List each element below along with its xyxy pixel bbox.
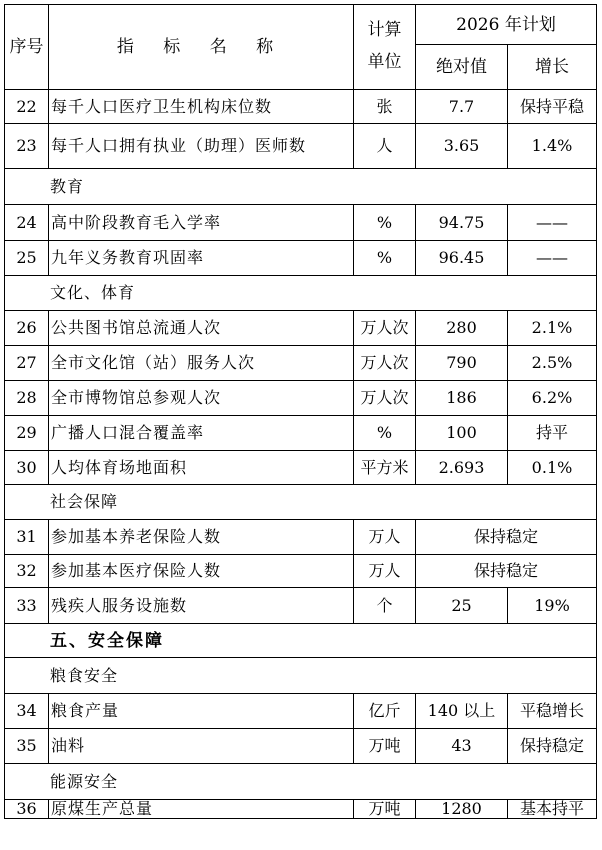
table-row <box>5 800 597 819</box>
absolute-value-cell: 100 <box>416 416 508 451</box>
growth-cell: 保持稳定 <box>508 729 597 764</box>
absolute-value-cell: 790 <box>416 346 508 381</box>
seq-cell: 36 <box>5 800 49 819</box>
indicator-name-cell: 粮食产量 <box>49 694 354 729</box>
seq-cell: 33 <box>5 588 49 624</box>
unit-cell: 人 <box>354 124 416 169</box>
absolute-value-cell: 7.7 <box>416 90 508 124</box>
unit-cell: % <box>354 416 416 451</box>
indicator-table-body <box>5 5 597 819</box>
section-label: 社会保障 <box>5 485 597 520</box>
seq-cell: 31 <box>5 520 49 555</box>
table-row <box>5 588 597 624</box>
seq-cell: 30 <box>5 451 49 485</box>
seq-cell: 34 <box>5 694 49 729</box>
growth-cell: —— <box>508 205 597 241</box>
unit-cell: 张 <box>354 90 416 124</box>
absolute-value-cell: 1280 <box>416 800 508 819</box>
unit-cell: 万人次 <box>354 311 416 346</box>
section-row <box>5 764 597 800</box>
indicator-name-cell: 每千人口拥有执业（助理）医师数 <box>49 124 354 169</box>
absolute-value-cell: 94.75 <box>416 205 508 241</box>
growth-cell: 19% <box>508 588 597 624</box>
unit-cell: % <box>354 241 416 276</box>
section-label: 能源安全 <box>5 764 597 800</box>
indicator-name-cell: 油料 <box>49 729 354 764</box>
table-row <box>5 694 597 729</box>
table-row <box>5 416 597 451</box>
unit-cell: 万人 <box>354 520 416 555</box>
growth-cell: 2.5% <box>508 346 597 381</box>
table-row <box>5 90 597 124</box>
header-unit-line2: 单位 <box>367 52 402 72</box>
absolute-value-cell: 2.693 <box>416 451 508 485</box>
plan-merged-cell: 保持稳定 <box>416 555 597 588</box>
seq-cell: 32 <box>5 555 49 588</box>
plan-merged-cell: 保持稳定 <box>416 520 597 555</box>
unit-cell: 万人次 <box>354 346 416 381</box>
section-row <box>5 485 597 520</box>
seq-cell: 26 <box>5 311 49 346</box>
unit-cell: 万人次 <box>354 381 416 416</box>
header-unit-line1: 计算 <box>367 20 402 40</box>
absolute-value-cell: 186 <box>416 381 508 416</box>
absolute-value-cell: 96.45 <box>416 241 508 276</box>
growth-cell: 2.1% <box>508 311 597 346</box>
section-row <box>5 624 597 658</box>
growth-cell: 基本持平 <box>508 800 597 819</box>
absolute-value-cell: 43 <box>416 729 508 764</box>
seq-cell: 29 <box>5 416 49 451</box>
indicator-name-cell: 广播人口混合覆盖率 <box>49 416 354 451</box>
indicator-name-cell: 残疾人服务设施数 <box>49 588 354 624</box>
header-unit <box>354 5 416 90</box>
indicator-table <box>4 4 597 819</box>
table-row <box>5 205 597 241</box>
table-row <box>5 555 597 588</box>
indicator-name-cell: 全市文化馆（站）服务人次 <box>49 346 354 381</box>
seq-cell: 28 <box>5 381 49 416</box>
indicator-name-cell: 原煤生产总量 <box>49 800 354 819</box>
indicator-name-cell: 人均体育场地面积 <box>49 451 354 485</box>
section-label: 五、安全保障 <box>5 624 597 658</box>
seq-cell: 22 <box>5 90 49 124</box>
section-label: 粮食安全 <box>5 658 597 694</box>
table-row <box>5 520 597 555</box>
seq-cell: 23 <box>5 124 49 169</box>
table-row <box>5 124 597 169</box>
section-label: 文化、体育 <box>5 276 597 311</box>
unit-cell: 个 <box>354 588 416 624</box>
table-row <box>5 451 597 485</box>
indicator-name-cell: 参加基本养老保险人数 <box>49 520 354 555</box>
indicator-name-cell: 每千人口医疗卫生机构床位数 <box>49 90 354 124</box>
header-absolute: 绝对值 <box>416 45 508 90</box>
unit-cell: % <box>354 205 416 241</box>
section-row <box>5 658 597 694</box>
unit-cell: 万吨 <box>354 800 416 819</box>
header-row-top <box>5 5 597 45</box>
header-name: 指 标 名 称 <box>49 5 354 90</box>
table-row <box>5 241 597 276</box>
indicator-name-cell: 公共图书馆总流通人次 <box>49 311 354 346</box>
indicator-name-cell: 参加基本医疗保险人数 <box>49 555 354 588</box>
section-row <box>5 276 597 311</box>
unit-cell: 万吨 <box>354 729 416 764</box>
seq-cell: 27 <box>5 346 49 381</box>
growth-cell: 持平 <box>508 416 597 451</box>
growth-cell: 6.2% <box>508 381 597 416</box>
absolute-value-cell: 140 以上 <box>416 694 508 729</box>
seq-cell: 35 <box>5 729 49 764</box>
growth-cell: 1.4% <box>508 124 597 169</box>
unit-cell: 平方米 <box>354 451 416 485</box>
unit-cell: 万人 <box>354 555 416 588</box>
growth-cell: 0.1% <box>508 451 597 485</box>
absolute-value-cell: 25 <box>416 588 508 624</box>
unit-cell: 亿斤 <box>354 694 416 729</box>
header-growth: 增长 <box>508 45 597 90</box>
section-row <box>5 169 597 205</box>
indicator-name-cell: 九年义务教育巩固率 <box>49 241 354 276</box>
header-seq: 序号 <box>5 5 49 90</box>
absolute-value-cell: 3.65 <box>416 124 508 169</box>
seq-cell: 24 <box>5 205 49 241</box>
indicator-name-cell: 高中阶段教育毛入学率 <box>49 205 354 241</box>
seq-cell: 25 <box>5 241 49 276</box>
section-label: 教育 <box>5 169 597 205</box>
table-row <box>5 311 597 346</box>
growth-cell: 保持平稳 <box>508 90 597 124</box>
growth-cell: 平稳增长 <box>508 694 597 729</box>
growth-cell: —— <box>508 241 597 276</box>
table-row <box>5 346 597 381</box>
header-plan: 2026 年计划 <box>416 5 597 45</box>
indicator-name-cell: 全市博物馆总参观人次 <box>49 381 354 416</box>
absolute-value-cell: 280 <box>416 311 508 346</box>
table-row <box>5 381 597 416</box>
table-row <box>5 729 597 764</box>
